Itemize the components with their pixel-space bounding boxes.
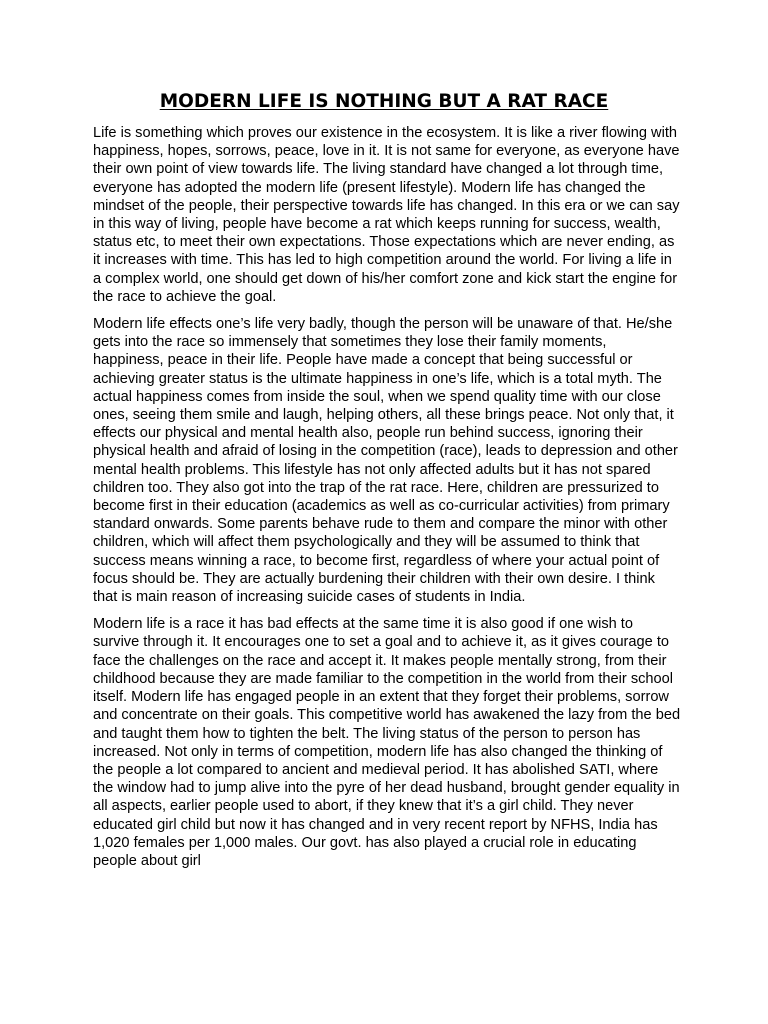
document-title: MODERN LIFE IS NOTHING BUT A RAT RACE <box>159 91 609 112</box>
paragraph-1: Life is something which proves our existence in the ecosystem. It is like a river flowing with happiness, hopes, sorrows, peace, love in it. It is not same for everyone, as everyone have their own point of view towards life. The living standard have changed a lot through time, everyone has adopted the modern life (present lifestyle). Modern life has changed the mindset of the people, their perspective towards life has changed. In this era or we can say in this way of living, people have become a rat which keeps running for success, wealth, status etc, to meet their own expectations. Those expectations which are never ending, as it increases with time. This has led to high competition around the world. For living a life in a complex world, one should get down of his/her comfort zone and kick start the engine for the race to achieve the goal. <box>93 125 680 305</box>
paragraph-3: Modern life is a race it has bad effects at the same time it is also good if one wish to survive through it. It encourages one to set a goal and to achieve it, as it gives courage to face the challenges on the race and accept it. It makes people mentally strong, from their childhood because they are made familiar to the competition in the world from their school itself. Modern life has engaged people in an extent that they forget their problems, sorrow and concentrate on their goals. This competitive world has awakened the lazy from the bed and taught them how to tighten the belt. The living status of the person to person has increased. Not only in terms of competition, modern life has also changed the thinking of the people a lot compared to ancient and medieval period. It has abolished SATI, where the window had to jump alive into the pyre of her dead husband, brought gender equality in all aspects, earlier people used to abort, if they knew that it’s a girl child. They never educated girl child but now it has changed and in very recent report by NFHS, India has 1,020 females per 1,000 males. Our govt. has also played a crucial role in educating people about girl <box>93 616 681 869</box>
document-body <box>93 124 681 879</box>
paragraph-2: Modern life effects one’s life very badly, though the person will be unaware of that. He/she gets into the race so immensely that sometimes they lose their family moments, happiness, peace in their life. People have made a concept that being successful or achieving greater status is the ultimate happiness in one’s life, which is a total myth. The actual happiness comes from inside the soul, when we spend quality time with our close ones, seeing them smile and laugh, helping others, all these brings peace. Not only that, it effects our physical and mental health also, people run behind success, ignoring their physical health and afraid of losing in the competition (race), leads to depression and other mental health problems. This lifestyle has not only affected adults but it has not spared children too. They also got into the trap of the rat race. Here, children are pressurized to become first in their education (academics as well as co-curricular activities) from primary standard onwards. Some parents behave rude to them and compare the minor with other children, which will affect them psychologically and they will be assumed to think that success means winning a race, to become first, regardless of where your actual point of focus should be. They are actually burdening their children with their own desire. I think that is main reason of increasing suicide cases of students in India. <box>93 316 678 606</box>
